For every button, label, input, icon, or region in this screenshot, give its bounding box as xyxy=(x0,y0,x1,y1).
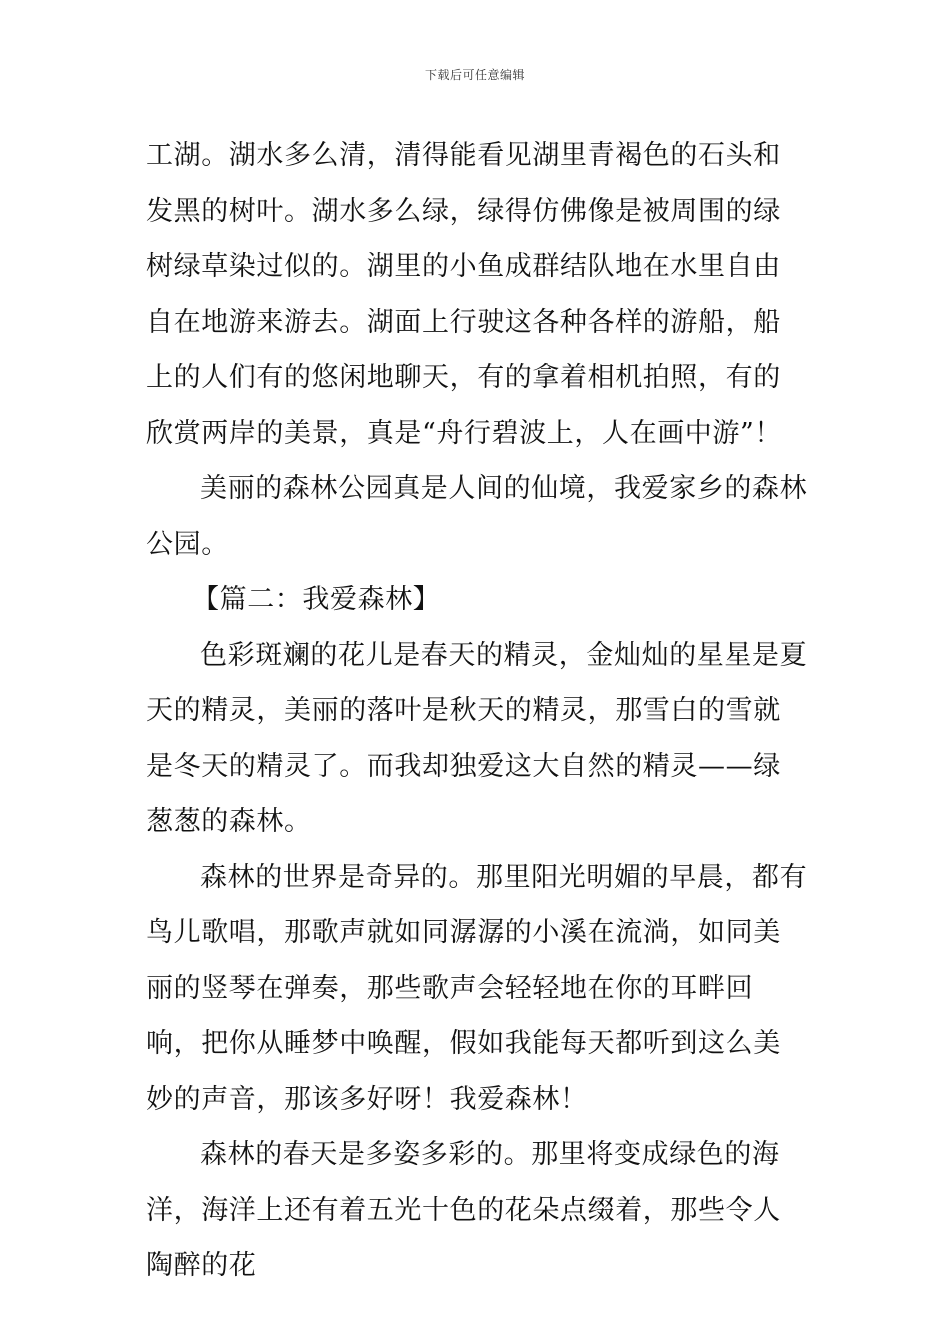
page-header: 下载后可任意编辑 xyxy=(424,68,525,82)
paragraph-forest-world: 森林的世界是奇异的。那里阳光明媚的早晨，都有鸟儿歌唱，那歌声就如同潺潺的小溪在流淌，如同美丽的竖琴在弹奏，那些歌声会轻轻地在你的耳畔回响，把你从睡梦中唤醒，假如我能每天都听到这么美妙的声音，那该多好呀！我爱森林！ xyxy=(146,861,808,1115)
paragraph-forest-park-conclusion: 美丽的森林公园真是人间的仙境，我爱家乡的森林公园。 xyxy=(146,473,808,560)
section-title: 【篇二：我爱森林】 xyxy=(192,584,441,615)
paragraph-spirits: 色彩斑斓的花儿是春天的精灵，金灿灿的星星是夏天的精灵，美丽的落叶是秋天的精灵，那雪白的雪就是冬天的精灵了。而我却独爱这大自然的精灵——绿葱葱的森林。 xyxy=(146,639,808,837)
document-body xyxy=(146,128,808,1294)
paragraph-forest-spring: 森林的春天是多姿多彩的。那里将变成绿色的海洋，海洋上还有着五光十色的花朵点缀着，那些令人陶醉的花 xyxy=(146,1139,781,1281)
paragraph-lake: 工湖。湖水多么清，清得能看见湖里青褐色的石头和发黑的树叶。湖水多么绿，绿得仿佛像是被周围的绿树绿草染过似的。湖里的小鱼成群结队地在水里自由自在地游来游去。湖面上行驶这各种各样的游船，船上的人们有的悠闲地聊天，有的拿着相机拍照，有的欣赏两岸的美景，真是“舟行碧波上，人在画中游”！ xyxy=(146,140,783,449)
